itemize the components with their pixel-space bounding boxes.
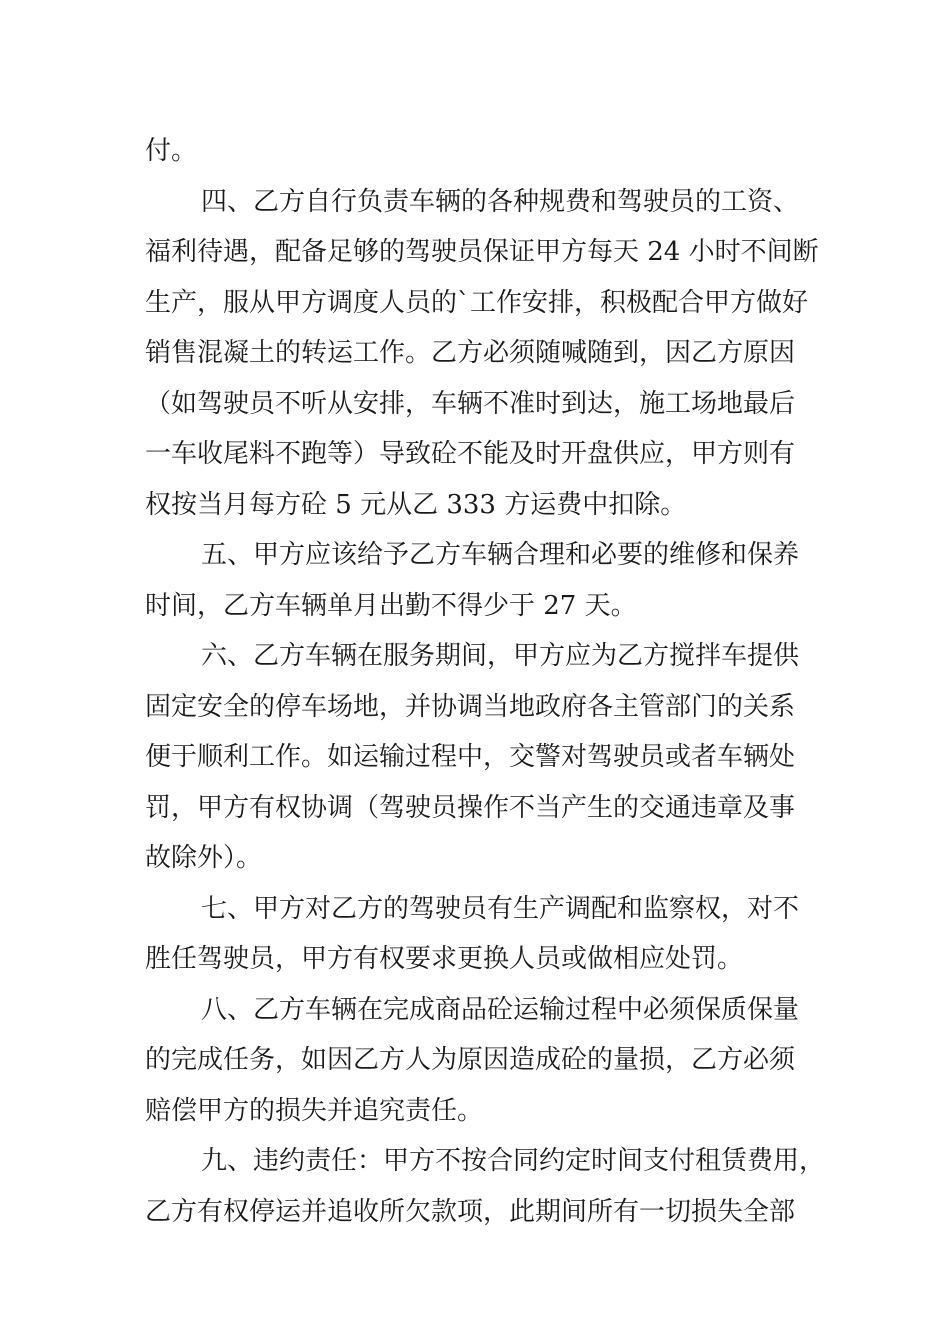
text-line: 固定安全的停车场地，并协调当地政府各主管部门的关系 bbox=[145, 691, 796, 722]
text-line: 乙方有权停运并追收所欠款项，此期间所有一切损失全部 bbox=[145, 1196, 796, 1227]
text-line: 九、违约责任：甲方不按合同约定时间支付租赁费用， bbox=[201, 1146, 826, 1176]
document-body bbox=[145, 126, 826, 1237]
text-line: 便于顺利工作。如运输过程中，交警对驾驶员或者车辆处 bbox=[145, 742, 796, 772]
text-line: 七、甲方对乙方的驾驶员有生产调配和监察权，对不 bbox=[201, 893, 800, 924]
text-line: 赔偿甲方的损失并追究责任。 bbox=[145, 1095, 484, 1126]
text-line: 的完成任务，如因乙方人为原因造成砼的量损，乙方必须 bbox=[145, 1045, 796, 1075]
text-line: （如驾驶员不听从安排，车辆不准时到达，施工场地最后 bbox=[145, 388, 796, 419]
text-line: 故除外）。 bbox=[145, 843, 263, 873]
text-line: 生产，服从甲方调度人员的`工作安排，积极配合甲方做好 bbox=[145, 287, 809, 318]
text-line: 福利待遇，配备足够的驾驶员保证甲方每天 24 小时不间断 bbox=[145, 237, 819, 267]
text-line: 付。 bbox=[145, 136, 198, 166]
text-line: 权按当月每方砼 5 元从乙 333 方运费中扣除。 bbox=[145, 489, 687, 520]
text-line: 时间，乙方车辆单月出勤不得少于 27 天。 bbox=[145, 590, 637, 621]
text-line: 六、乙方车辆在服务期间，甲方应为乙方搅拌车提供 bbox=[201, 641, 800, 671]
text-line: 销售混凝土的转运工作。乙方必须随喊随到，因乙方原因 bbox=[145, 338, 796, 368]
text-line: 五、甲方应该给予乙方车辆合理和必要的维修和保养 bbox=[201, 540, 800, 570]
text-line: 四、乙方自行负责车辆的各种规费和驾驶员的工资、 bbox=[201, 186, 800, 217]
text-line: 一车收尾料不跑等）导致砼不能及时开盘供应，甲方则有 bbox=[145, 439, 796, 469]
text-line: 罚，甲方有权协调（驾驶员操作不当产生的交通违章及事 bbox=[145, 792, 796, 823]
text-line: 八、乙方车辆在完成商品砼运输过程中必须保质保量 bbox=[201, 994, 800, 1025]
text-line: 胜任驾驶员，甲方有权要求更换人员或做相应处罚。 bbox=[145, 944, 744, 974]
